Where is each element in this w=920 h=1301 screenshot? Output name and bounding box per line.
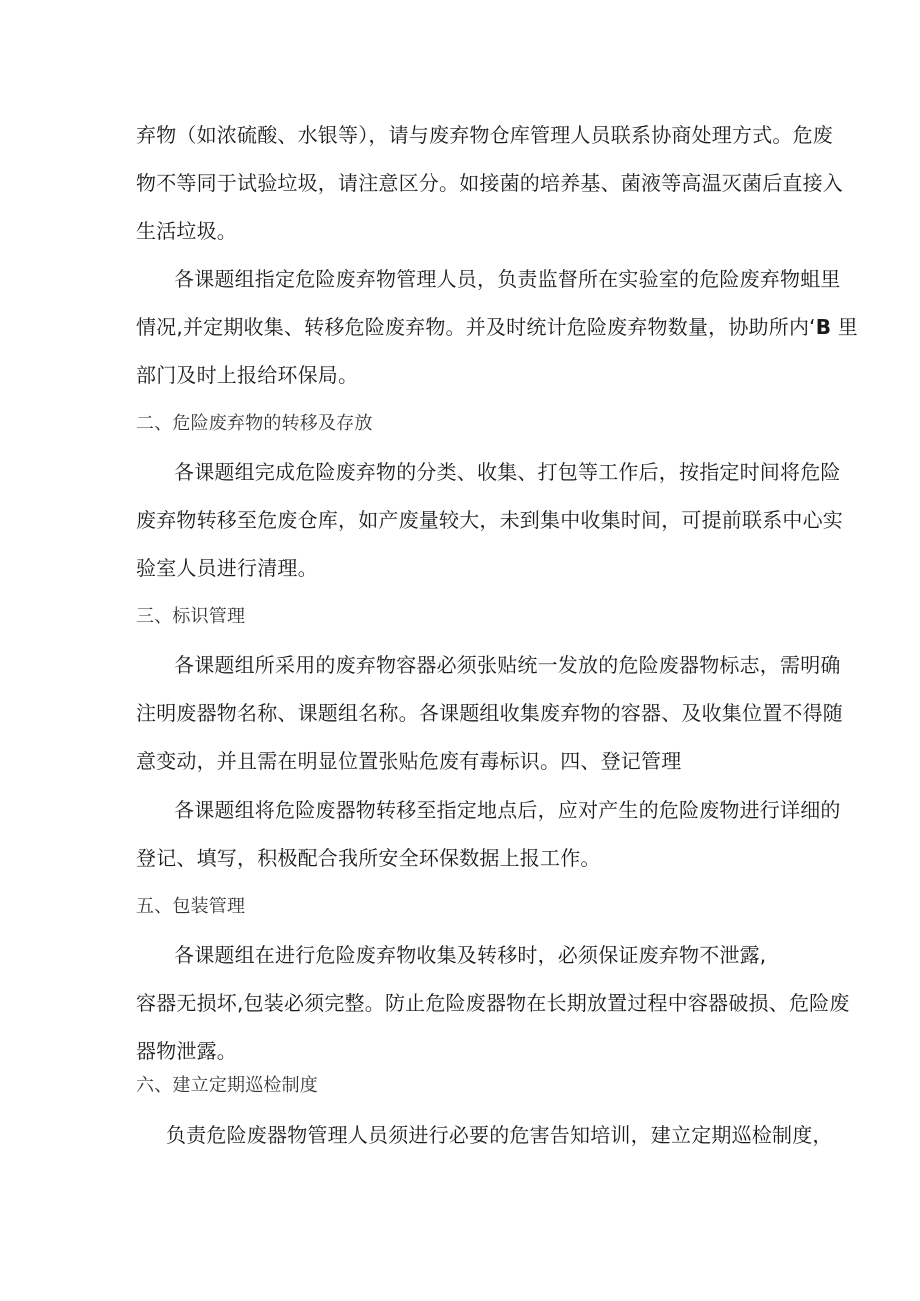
paragraph-line: 物不等同于试验垃圾，请注意区分。如接菌的培养基、菌液等高温灭菌后直接入 — [136, 171, 843, 195]
line-tail-end: 里 — [831, 315, 858, 339]
paragraph-line: 废弃物转移至危废仓库，如产废量较大，未到集中收集时间，可提前联系中心实 — [136, 508, 843, 532]
paragraph-line: 各课题组在进行危险废弃物收集及转移时，必须保证废弃物不泄露, — [174, 943, 767, 967]
paragraph-line: 登记、填写，积极配合我所安全环保数据上报工作。 — [136, 846, 601, 870]
paragraph-line: 部门及时上报给环保局。 — [136, 363, 359, 387]
section-heading-labeling: 三、标识管理 — [136, 606, 246, 627]
paragraph-line — [136, 314, 858, 340]
line-tail-mark: ‘ — [809, 315, 816, 339]
section-heading-transfer: 二、危险废弃物的转移及存放 — [136, 413, 373, 434]
paragraph-line: 各课题组将危险废器物转移至指定地点后，应对产生的危险废物进行详细的 — [174, 798, 841, 822]
paragraph-line: 验室人员进行清理。 — [136, 556, 318, 580]
section-heading-packaging: 五、包装管理 — [136, 896, 246, 917]
paragraph-line: 各课题组完成危险废弃物的分类、收集、打包等工作后，按指定时间将危险 — [174, 460, 841, 484]
paragraph-line: 注明废器物名称、课题组名称。各课题组收集废弃物的容器、及收集位置不得随 — [136, 701, 843, 725]
line-tail-bold: B — [815, 315, 832, 339]
paragraph-line: 意变动，并且需在明显位置张贴危废有毒标识。四、登记管理 — [136, 749, 682, 773]
paragraph-line: 负责危险废器物管理人员须进行必要的危害告知培训，建立定期巡检制度， — [166, 1123, 833, 1147]
section-heading-inspection: 六、建立定期巡检制度 — [136, 1075, 318, 1096]
paragraph-line: 弃物（如浓硫酸、水银等），请与废弃物仓库管理人员联系协商处理方式。危废 — [136, 123, 833, 147]
paragraph-line: 容器无损坏,包装必须完整。防止危险废器物在长期放置过程中容器破损、危险废 — [136, 991, 850, 1015]
line-text: 情况,并定期收集、转移危险废弃物。并及时统计危险废弃物数量，协助所内 — [136, 315, 810, 339]
paragraph-line: 器物泄露。 — [136, 1039, 237, 1063]
paragraph-line: 各课题组指定危险废弃物管理人员，负责监督所在实验室的危险废弃物蛆里 — [174, 267, 841, 291]
paragraph-line: 各课题组所采用的废弃物容器必须张贴统一发放的危险废器物标志，需明确 — [174, 653, 841, 677]
paragraph-line: 生活垃圾。 — [136, 219, 237, 243]
